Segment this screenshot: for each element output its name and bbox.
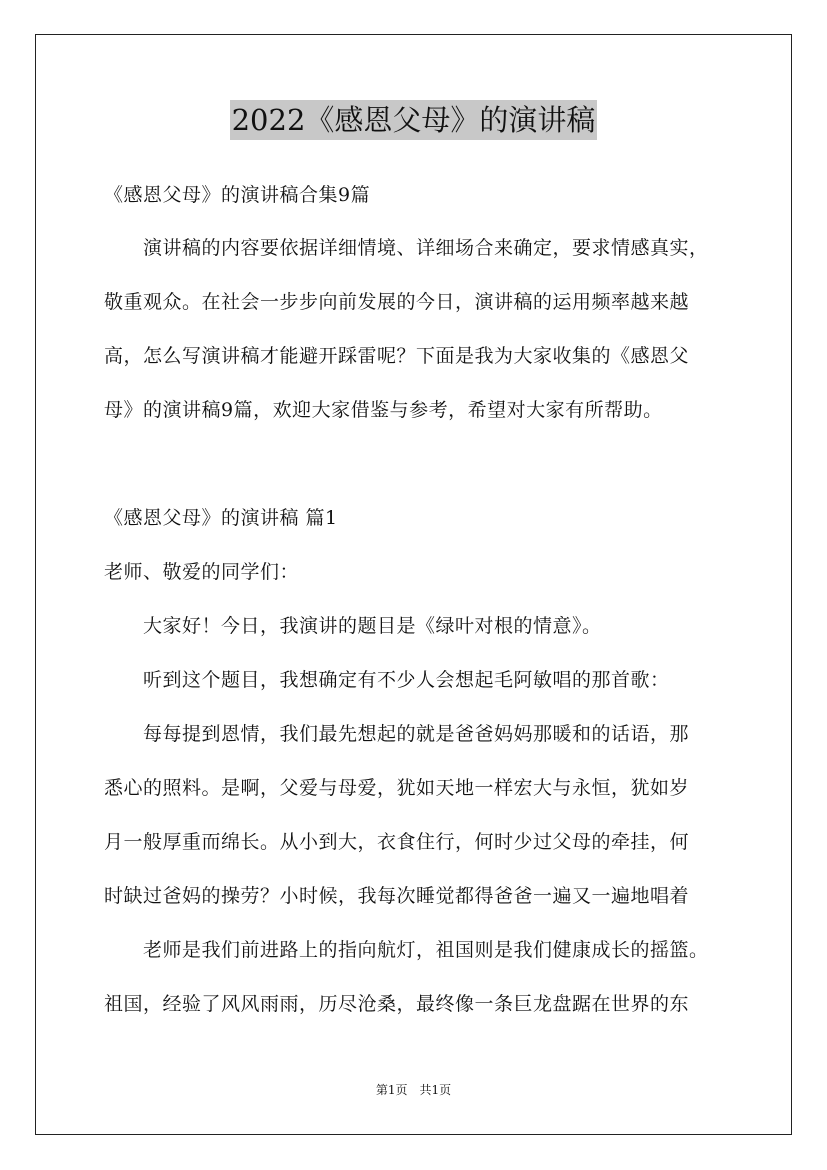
body-line: 听到这个题目，我想确定有不少人会想起毛阿敏唱的那首歌：	[143, 669, 670, 691]
body-line: 月一般厚重而绵长。从小到大，衣食住行，何时少过父母的牵挂，何	[104, 831, 690, 853]
body-line: 祖国，经验了风风雨雨，历尽沧桑，最终像一条巨龙盘踞在世界的东	[104, 993, 690, 1015]
title-container	[0, 100, 827, 140]
intro-line: 高，怎么写演讲稿才能避开踩雷呢？下面是我为大家收集的《感恩父	[104, 345, 690, 367]
body-line: 悉心的照料。是啊，父爱与母爱，犹如天地一样宏大与永恒，犹如岁	[104, 777, 690, 799]
section-heading: 《感恩父母》的演讲稿 篇1	[104, 507, 338, 529]
intro-line: 演讲稿的内容要依据详细情境、详细场合来确定，要求情感真实，	[143, 237, 709, 259]
body-line: 时缺过爸妈的操劳？小时候，我每次睡觉都得爸爸一遍又一遍地唱着	[104, 885, 690, 907]
page-footer: 第1页 共1页	[375, 1083, 452, 1097]
body-line: 大家好！今日，我演讲的题目是《绿叶对根的情意》。	[143, 615, 602, 637]
document-subtitle: 《感恩父母》的演讲稿合集9篇	[104, 184, 371, 206]
salutation: 老师、敬爱的同学们：	[104, 561, 300, 583]
body-line: 每每提到恩情，我们最先想起的就是爸爸妈妈那暖和的话语，那	[143, 723, 690, 745]
intro-line: 敬重观众。在社会一步步向前发展的今日，演讲稿的运用频率越来越	[104, 291, 690, 313]
document-title: 2022《感恩父母》的演讲稿	[230, 100, 598, 140]
intro-line: 母》的演讲稿9篇，欢迎大家借鉴与参考，希望对大家有所帮助。	[104, 399, 663, 421]
body-line: 老师是我们前进路上的指向航灯，祖国则是我们健康成长的摇篮。	[143, 939, 709, 961]
